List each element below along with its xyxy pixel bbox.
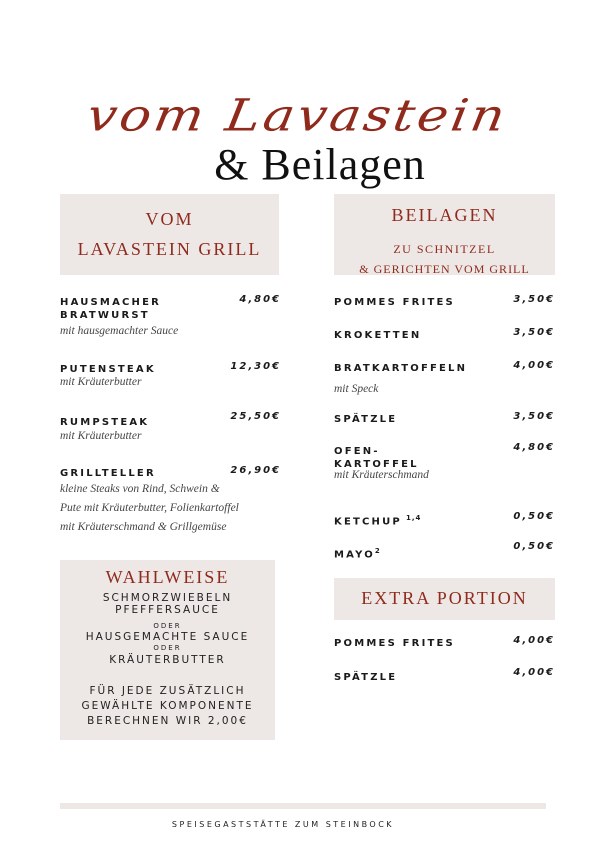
- item-price-bratwurst: 4,80€: [239, 294, 281, 305]
- item-desc-putensteak: mit Kräuterbutter: [60, 376, 142, 388]
- wahlweise-option-2: PFEFFERSAUCE: [115, 604, 220, 616]
- item-price-spaetzle: 3,50€: [513, 411, 555, 422]
- beilagen-sub-2: & GERICHTEN VOM GRILL: [359, 262, 530, 276]
- item-price-extra-spaetzle: 4,00€: [513, 667, 555, 678]
- item-name-mayo: [334, 545, 381, 561]
- item-name-kroketten: KROKETTEN: [334, 330, 422, 341]
- wahlweise-heading: WAHLWEISE: [105, 567, 230, 587]
- wahlweise-option-4: KRÄUTERBUTTER: [109, 654, 226, 666]
- item-name-extra-pommes: POMMES FRITES: [334, 638, 455, 649]
- allergen-ketchup: 1,4: [405, 514, 422, 522]
- item-desc-grillteller-2: Pute mit Kräuterbutter, Folienkartoffel: [60, 502, 239, 514]
- wahlweise-note-1: FÜR JEDE ZUSÄTZLICH: [89, 685, 246, 697]
- item-price-putensteak: 12,30€: [230, 361, 281, 372]
- wahlweise-oder-1: ODER: [153, 622, 182, 630]
- wahlweise-oder-2: ODER: [153, 644, 182, 652]
- item-name-putensteak: PUTENSTEAK: [60, 364, 156, 375]
- item-name-rumpsteak: RUMPSTEAK: [60, 417, 150, 428]
- item-price-kroketten: 3,50€: [513, 327, 555, 338]
- item-price-rumpsteak: 25,50€: [230, 411, 281, 422]
- beilagen-heading: BEILAGEN: [391, 205, 498, 225]
- grill-heading-box: [60, 194, 279, 275]
- footer-restaurant-name: SPEISEGASTSTÄTTE ZUM STEINBOCK: [171, 820, 395, 829]
- item-price-pommes: 3,50€: [513, 294, 555, 305]
- item-desc-grillteller-1: kleine Steaks von Rind, Schwein &: [60, 483, 220, 495]
- wahlweise-option-1: SCHMORZWIEBELN: [102, 592, 233, 604]
- item-price-ofenkartoffel: 4,80€: [513, 442, 555, 453]
- allergen-mayo: 2: [374, 547, 381, 555]
- item-name-grillteller: GRILLTELLER: [60, 468, 156, 479]
- extra-heading: EXTRA PORTION: [361, 588, 528, 608]
- item-price-bratkartoffeln: 4,00€: [513, 360, 555, 371]
- script-title: vom Lavastein: [83, 90, 512, 142]
- item-desc-bratwurst: mit hausgemachter Sauce: [60, 325, 179, 337]
- wahlweise-note-2: GEWÄHLTE KOMPONENTE: [81, 700, 254, 712]
- item-desc-rumpsteak: mit Kräuterbutter: [60, 430, 142, 442]
- item-name-mayo-text: MAYO: [334, 549, 375, 561]
- item-desc-grillteller-3: mit Kräuterschmand & Grillgemüse: [60, 521, 227, 533]
- item-name-ketchup: [334, 512, 421, 528]
- item-name-pommes: POMMES FRITES: [334, 297, 455, 308]
- footer-divider: [60, 803, 546, 809]
- item-name-ketchup-text: KETCHUP: [334, 516, 402, 528]
- wahlweise-option-3: HAUSGEMACHTE SAUCE: [85, 631, 250, 643]
- item-name-bratwurst: HAUSMACHER BRATWURST: [60, 297, 162, 321]
- beilagen-sub-1: ZU SCHNITZEL: [393, 242, 496, 256]
- item-price-mayo: 0,50€: [513, 541, 555, 552]
- item-name-extra-spaetzle: SPÄTZLE: [334, 672, 398, 683]
- page-title: & Beilagen: [214, 140, 426, 189]
- item-price-grillteller: 26,90€: [230, 465, 281, 476]
- grill-heading-line1: VOM: [145, 209, 194, 229]
- item-price-ketchup: 0,50€: [513, 511, 555, 522]
- item-name-ofenkartoffel: OFEN- KARTOFFEL: [334, 446, 419, 470]
- grill-heading-line2: LAVASTEIN GRILL: [77, 239, 262, 259]
- wahlweise-note-3: BERECHNEN WIR 2,00€: [87, 715, 248, 727]
- item-name-bratkartoffeln: BRATKARTOFFELN: [334, 363, 468, 374]
- item-desc-bratkartoffeln: mit Speck: [334, 383, 379, 395]
- item-price-extra-pommes: 4,00€: [513, 635, 555, 646]
- item-desc-ofenkartoffel: mit Kräuterschmand: [334, 469, 429, 481]
- item-name-spaetzle: SPÄTZLE: [334, 414, 398, 425]
